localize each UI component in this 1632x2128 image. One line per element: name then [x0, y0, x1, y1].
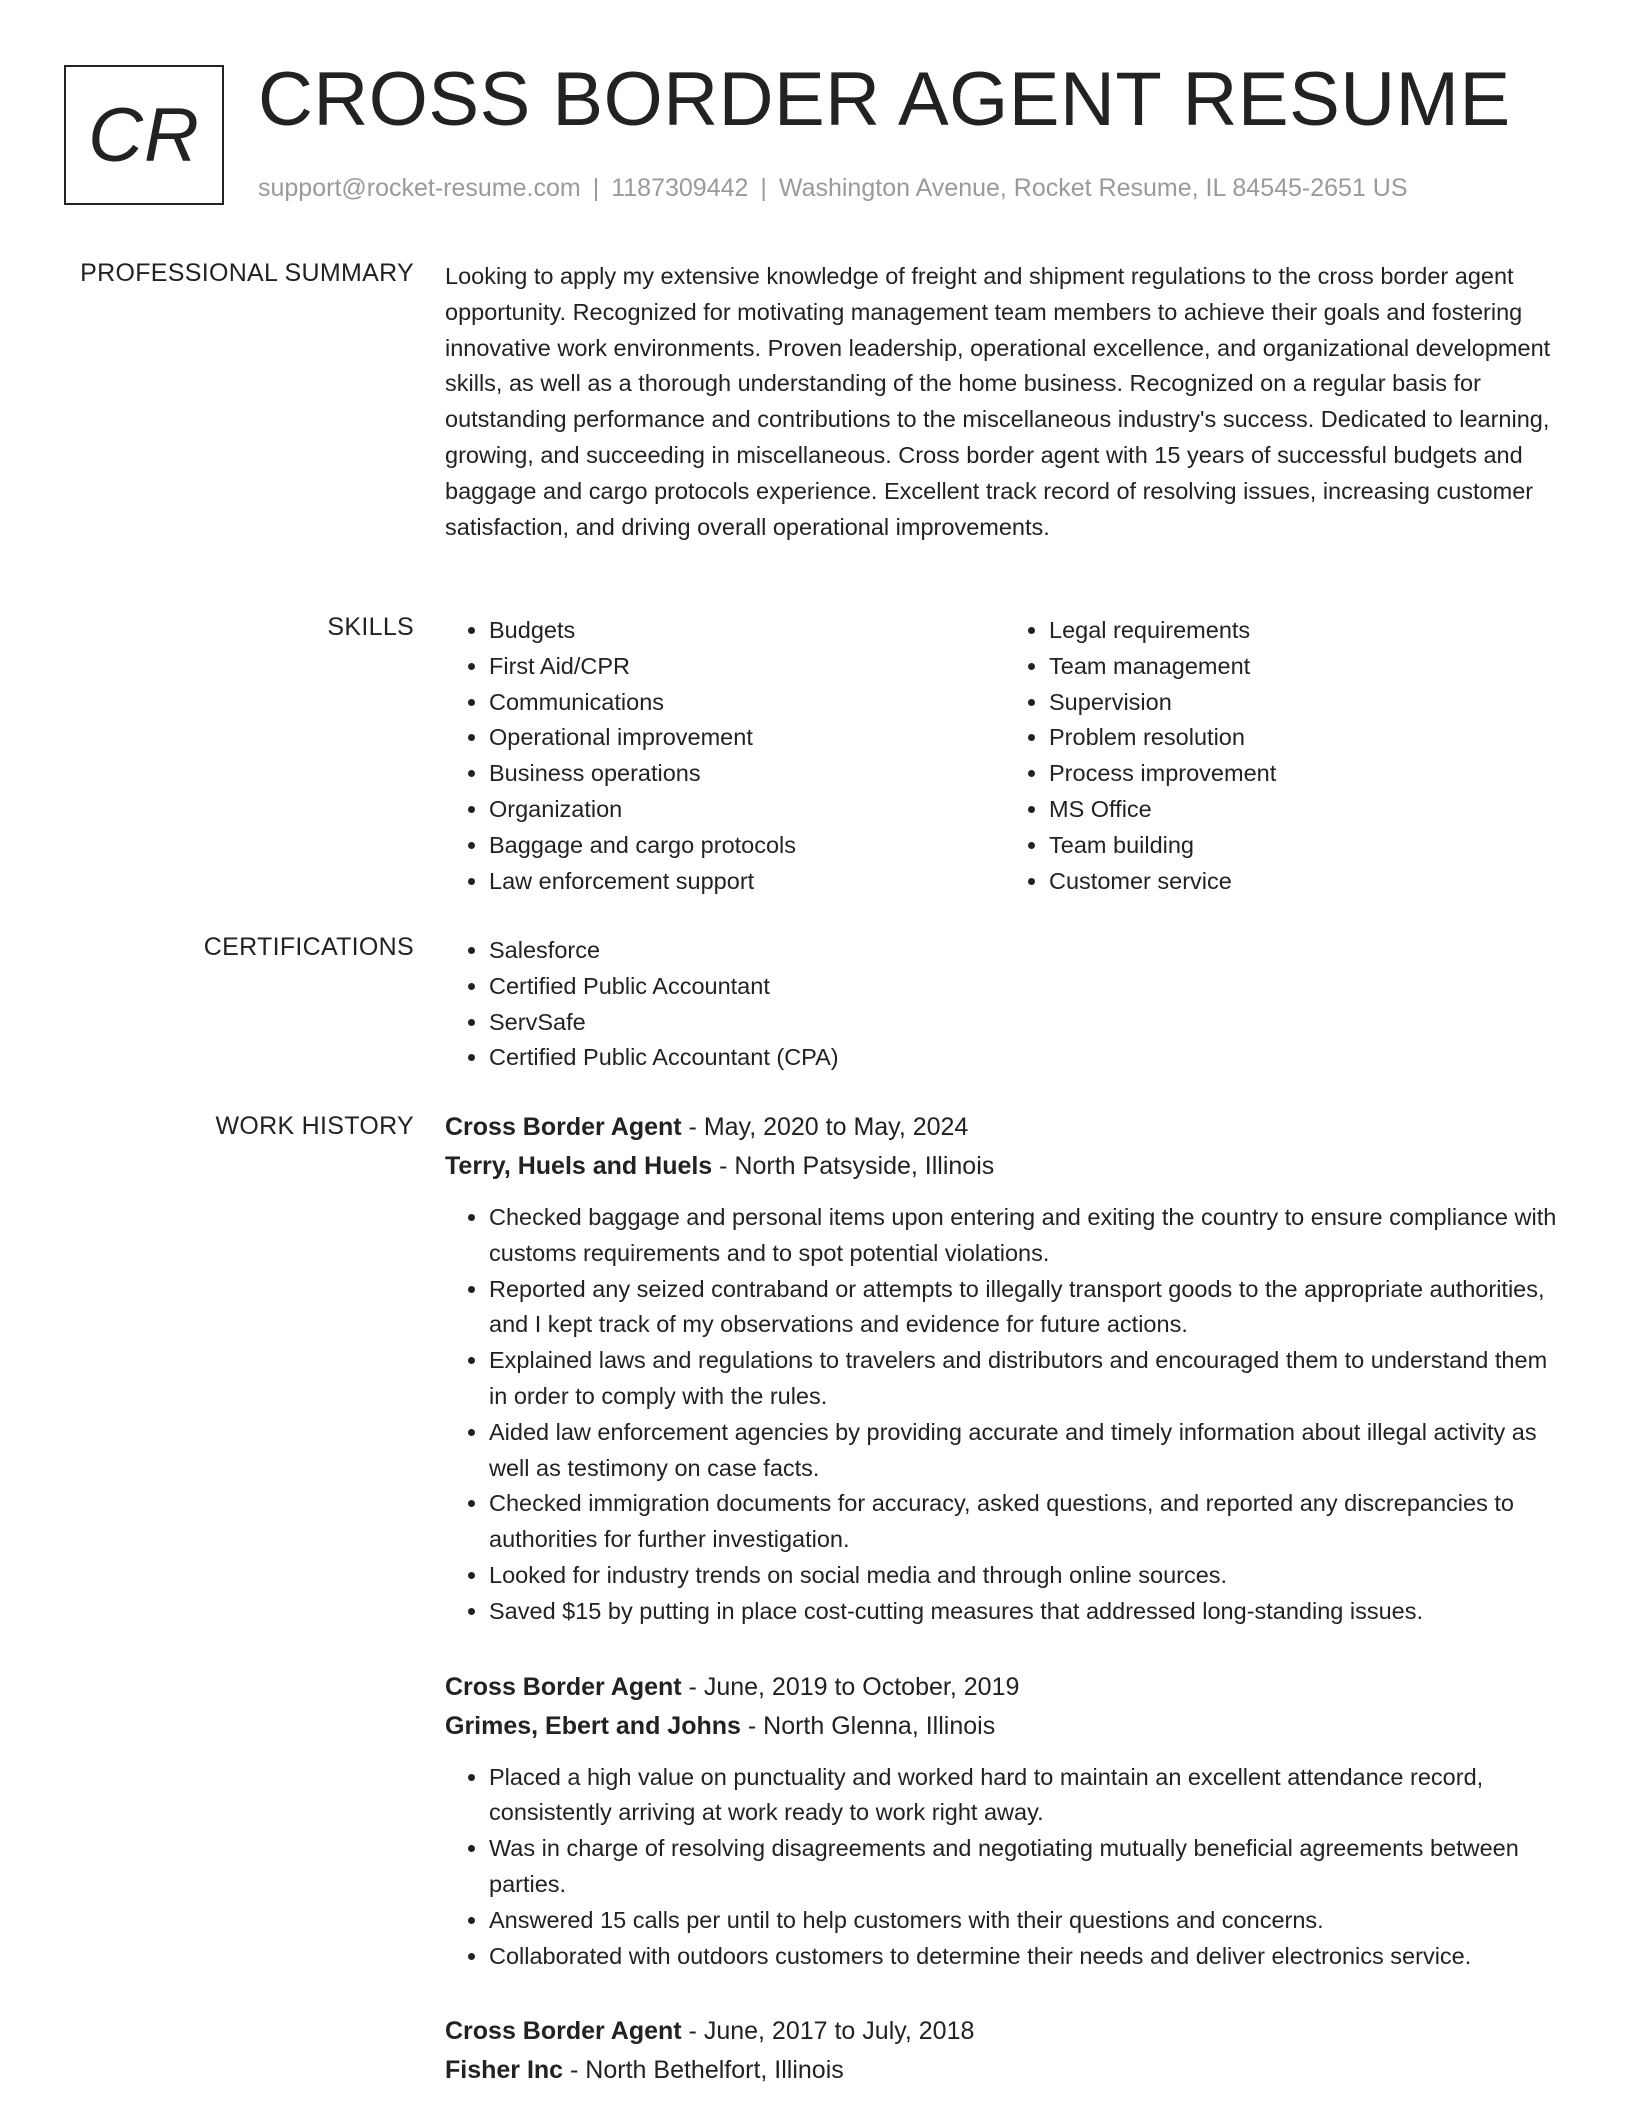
list-item: • Explained laws and regulations to travelers and distributors and encouraged them to understand them in order to comply with the rules.	[489, 1343, 1565, 1415]
job-location: - North Bethelfort, Illinois	[563, 2056, 844, 2085]
initials-monogram	[64, 65, 224, 205]
list-item: • Collaborated with outdoors customers to determine their needs and deliver electronics service.	[489, 1939, 1565, 1975]
job-entry	[445, 1668, 1565, 1975]
skills-list-left	[445, 613, 1005, 899]
list-item: • Law enforcement support	[489, 864, 1005, 900]
resume-title: CROSS BORDER AGENT RESUME	[258, 57, 1511, 142]
job-bullets	[445, 1760, 1565, 1975]
list-item: • Supervision	[1049, 685, 1565, 721]
list-item: • Communications	[489, 685, 1005, 721]
job-location: - North Glenna, Illinois	[740, 1711, 996, 1740]
list-item: • Problem resolution	[1049, 720, 1565, 756]
list-item: • Checked baggage and personal items upon entering and exiting the country to ensure compliance with customs requirements and to spot potential violations.	[489, 1200, 1565, 1272]
skills-list-right	[1005, 613, 1565, 899]
list-item: • Team building	[1049, 828, 1565, 864]
skills-label: SKILLS	[327, 613, 414, 641]
job-title: Cross Border Agent	[445, 1672, 682, 1701]
list-item: • Legal requirements	[1049, 613, 1565, 649]
job-entry	[445, 2012, 1565, 2090]
list-item: • Baggage and cargo protocols	[489, 828, 1005, 864]
job-bullets	[445, 1200, 1565, 1630]
list-item: • Answered 15 calls per until to help customers with their questions and concerns.	[489, 1903, 1565, 1939]
job-dates: - June, 2017 to July, 2018	[681, 2017, 975, 2046]
contact-phone[interactable]: 1187309442	[611, 174, 749, 202]
job-title-line	[445, 1108, 1565, 1147]
list-item: • Looked for industry trends on social media and through online sources.	[489, 1558, 1565, 1594]
job-company: Fisher Inc	[445, 2056, 564, 2085]
job-company: Terry, Huels and Huels	[445, 1152, 713, 1180]
job-company-line	[445, 1707, 1565, 1746]
list-item: • Checked immigration documents for accuracy, asked questions, and reported any discrepancies to authorities for further investigation.	[489, 1486, 1565, 1558]
job-location: - North Patsyside, Illinois	[712, 1152, 995, 1180]
summary-text: Looking to apply my extensive knowledge of freight and shipment regulations to the cross border agent opportunity. Recognized for motivating management team members to achieve their goals and fostering innovative work environments. Proven leadership, operational excellence, and organizational development skills, as well as a thorough understanding of the home business. Recognized on a regular basis for outstanding performance and contributions to the miscellaneous industry's success. Dedicated to learning, growing, and succeeding in miscellaneous. Cross border agent with 15 years of successful budgets and baggage and cargo protocols experience. Excellent track record of resolving issues, increasing customer satisfaction, and driving overall operational improvements.	[445, 263, 1551, 540]
job-dates: - May, 2020 to May, 2024	[681, 1113, 969, 1141]
work-history-label: WORK HISTORY	[215, 1112, 414, 1140]
job-company-line	[445, 1147, 1565, 1186]
contact-email[interactable]: support@rocket-resume.com	[258, 174, 581, 202]
certifications-list	[445, 933, 1565, 1076]
list-item: • Was in charge of resolving disagreements and negotiating mutually beneficial agreements between parties.	[489, 1831, 1565, 1903]
skills-section	[445, 613, 1565, 899]
list-item: • Process improvement	[1049, 756, 1565, 792]
list-item: • Business operations	[489, 756, 1005, 792]
list-item: • Placed a high value on punctuality and worked hard to maintain an excellent attendance record, consistently arriving at work ready to work right away.	[489, 1760, 1565, 1832]
job-company-line	[445, 2051, 1565, 2090]
initials-text: CR	[88, 92, 200, 178]
summary-label: PROFESSIONAL SUMMARY	[80, 259, 414, 287]
list-item: • First Aid/CPR	[489, 649, 1005, 685]
job-entry	[445, 1108, 1565, 1630]
list-item: • Team management	[1049, 649, 1565, 685]
list-item: • Salesforce	[489, 933, 1565, 969]
list-item: • Operational improvement	[489, 720, 1005, 756]
job-title: Cross Border Agent	[445, 1113, 682, 1141]
job-title-line	[445, 1668, 1565, 1707]
contact-separator: |	[592, 174, 600, 202]
job-company: Grimes, Ebert and Johns	[445, 1711, 741, 1740]
list-item: • Budgets	[489, 613, 1005, 649]
certifications-section	[445, 933, 1565, 1076]
list-item: • MS Office	[1049, 792, 1565, 828]
contact-address: Washington Avenue, Rocket Resume, IL 84545-2651 US	[778, 174, 1408, 202]
list-item: • Organization	[489, 792, 1005, 828]
list-item: • Certified Public Accountant (CPA)	[489, 1040, 1565, 1076]
list-item: • Reported any seized contraband or attempts to illegally transport goods to the appropriate authorities, and I kept track of my observations and evidence for future actions.	[489, 1272, 1565, 1344]
list-item: • ServSafe	[489, 1005, 1565, 1041]
contact-line	[258, 174, 1408, 203]
list-item: • Aided law enforcement agencies by providing accurate and timely information about illegal activity as well as testimony on case facts.	[489, 1415, 1565, 1487]
job-title: Cross Border Agent	[445, 2017, 682, 2046]
certifications-label: CERTIFICATIONS	[203, 933, 414, 961]
list-item: • Saved $15 by putting in place cost-cutting measures that addressed long-standing issues.	[489, 1594, 1565, 1630]
list-item: • Certified Public Accountant	[489, 969, 1565, 1005]
contact-separator: |	[760, 174, 767, 202]
job-title-line	[445, 2012, 1565, 2051]
job-dates: - June, 2019 to October, 2019	[681, 1672, 1020, 1701]
work-history-section	[445, 1108, 1565, 2128]
list-item: • Customer service	[1049, 864, 1565, 900]
